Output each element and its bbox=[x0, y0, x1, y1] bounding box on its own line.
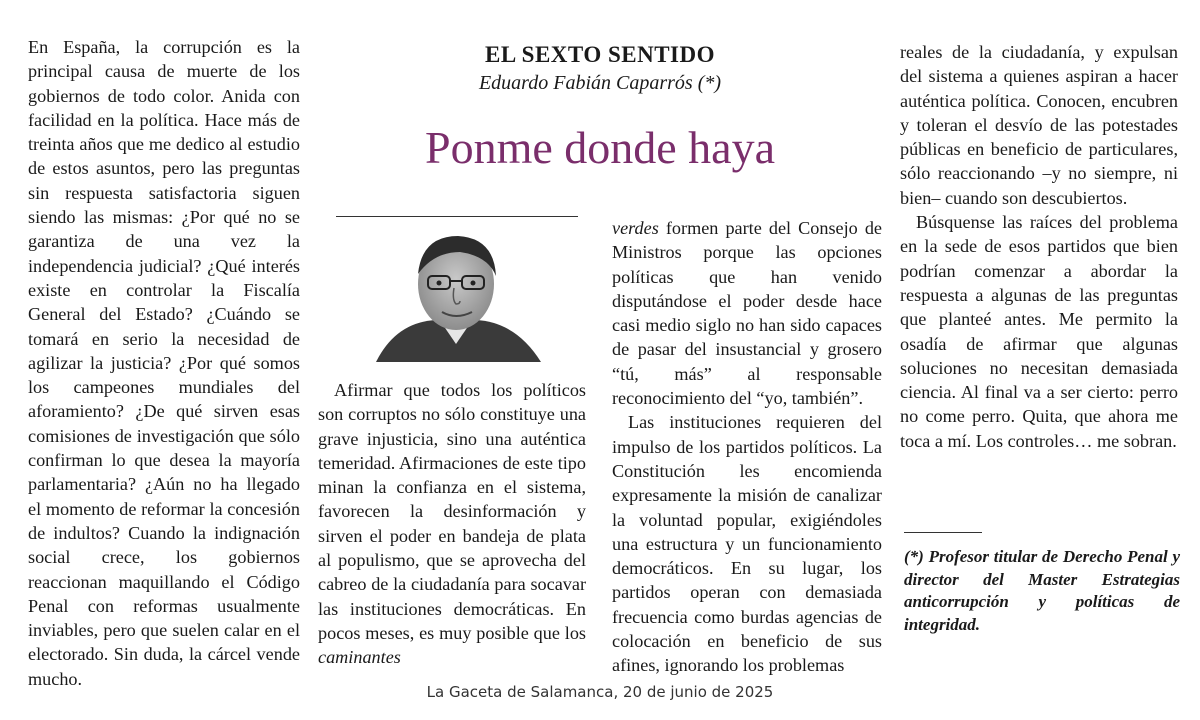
article-column-4 bbox=[900, 40, 1178, 453]
section-title: EL SEXTO SENTIDO bbox=[484, 42, 715, 67]
paragraph-body bbox=[612, 216, 882, 410]
paragraph-intro: En España, la corrupción es la principal causa de muerte de los gobiernos de todo color. Anida con facilidad en la política. Hace más de treinta años que me dedico al estudio de estos asuntos, pero las preguntas sin respuesta satisfactoria siguen siendo las mismas: ¿Por qué no se garantiza de una vez la independencia judicial? ¿Qué interés existe en controlar la Fiscalía General del Estado? ¿Cuándo se tomará en serio la necesidad de agilizar la justicia? ¿Por qué somos los campeones mundiales del aforamiento? ¿De qué sirven esas comisiones de investigación que sólo confirman lo que desea la mayoría parlamentaria? ¿Aún no ha llegado el momento de reformar la concesión de indultos? Cuando la indignación social crece, los gobiernos reaccionan maquillando el Código Penal con reformas usualmente inviables, pero que suelen calar en el electorado. Sin duda, la cárcel vende mucho. bbox=[28, 37, 300, 689]
article-column-2 bbox=[318, 378, 586, 670]
author-note: (*) Profesor titular de Derecho Penal y director del Master Estrategias anticorrupción y políticas de integridad. bbox=[904, 547, 1180, 634]
paragraph-body bbox=[318, 378, 586, 670]
article-column-1 bbox=[28, 35, 300, 691]
article-column-3 bbox=[612, 216, 882, 678]
paragraph-institutions: Las instituciones requieren del impulso de los partidos políticos. La Constitución les encomienda expresamente la misión de canalizar la voluntad popular, exigiéndoles una estructura y un funcionamiento democráticos. En su lugar, los partidos operan con demasiada frecuencia como burdas agencias de colocación en beneficio de sus afines, ignorando los problemas bbox=[612, 412, 882, 676]
photo-divider bbox=[336, 216, 578, 217]
author-photo bbox=[356, 222, 556, 362]
emphasis-word: verdes bbox=[612, 218, 659, 238]
article-headline: Ponme donde haya bbox=[424, 122, 776, 173]
emphasis-word: caminantes bbox=[318, 647, 401, 668]
paragraph-body: reales de la ciudadanía, y expulsan del sistema a quienes aspiran a hacer auténtica política. Conocen, encubren y toleran el desvío de las potestades públicas en beneficio de particulares, sólo reaccionando –y no siempre, ni bien– cuando son descubiertos. bbox=[900, 42, 1178, 208]
paragraph-text: Afirmar que todos los políticos son corruptos no sólo constituye una grave injusticia, sino una auténtica temeridad. Afirmaciones de este tipo minan la confianza en el sistema, favorecen la desinformación y sirven el poder en bandeja de plata al populismo, que se aprovecha del cabreo de la ciudadanía para socavar las instituciones democráticas. En pocos meses, es muy posible que los bbox=[318, 380, 586, 643]
author-byline: Eduardo Fabián Caparrós (*) bbox=[478, 72, 722, 94]
note-divider bbox=[904, 532, 982, 533]
paragraph-text: formen parte del Consejo de Ministros porque las opciones políticas que han venido disputándose el poder desde hace casi medio siglo no han sido capaces de pasar del insustancial y grosero “tú, más” al responsable reconocimiento del “yo, también”. bbox=[612, 218, 883, 409]
paragraph-conclusion: Búsquense las raíces del problema en la sede de esos partidos que bien podrían comenzar a abordar la respuesta a algunas de las preguntas que planteé antes. Me permito la osadía de afirmar que algunas soluciones no necesitan demasiada ciencia. Al final va a ser cierto: perro no come perro. Quita, que ahora me toca a mí. Los controles… me sobran. bbox=[900, 212, 1178, 451]
source-caption: La Gaceta de Salamanca, 20 de junio de 2025 bbox=[426, 683, 774, 701]
